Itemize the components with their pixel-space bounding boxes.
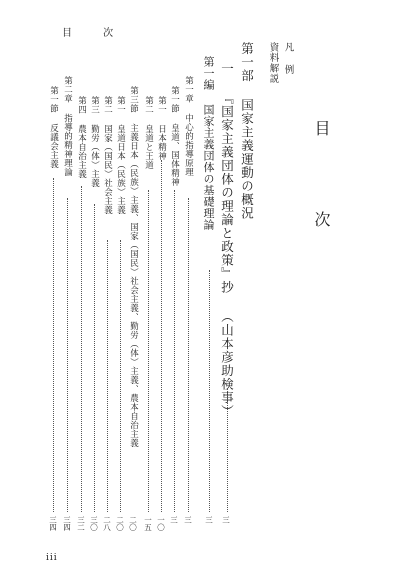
leader-dots (67, 198, 68, 512)
toc-entry: 第二 皇道と王道 (143, 96, 154, 170)
toc-document: 一 『国家主義団体の理論と政策』抄 （山本彦助検事） (219, 62, 235, 418)
page-number: 二〇 (115, 516, 125, 531)
page-number: 一〇 (156, 516, 166, 531)
toc-entry: 第一 日本精神 (156, 96, 167, 161)
toc-entry: 第一 皇道日本（民族）主義 (115, 96, 126, 215)
toc-entry: 第一節 皇道、国体精神 (169, 86, 180, 187)
toc-entry: 第三 勤労（体）主義 (89, 96, 100, 188)
leader-dots (174, 190, 175, 512)
page-number: 三〇 (89, 516, 99, 531)
page-number: 三四 (62, 516, 72, 531)
page-number: 三二 (76, 516, 86, 531)
page-number: 二〇 (128, 516, 138, 531)
toc-entry: 第一節 反議会主義 (48, 86, 59, 169)
front-matter-item: 凡 例 (282, 42, 294, 75)
page-number: 三 (204, 516, 214, 524)
leader-dots (161, 160, 162, 512)
leader-dots (53, 178, 54, 512)
leader-dots (209, 270, 210, 512)
page-number: 三 (221, 516, 231, 524)
page-number: 三 (183, 516, 193, 524)
toc-entry: 第一章 中心的指導原理 (183, 76, 194, 177)
toc-entry: 第四 農本自治主義 (76, 96, 87, 179)
leader-dots (148, 190, 149, 512)
toc-entry: 第二章 指導的精神理論 (62, 76, 73, 177)
leader-dots (188, 198, 189, 512)
front-matter-item: 資料解説 (267, 42, 279, 84)
toc-entry: 第二 国家（国民）社会主義 (102, 96, 113, 215)
leader-dots (94, 204, 95, 512)
part-heading: 第一部 国家主義運動の概況 (239, 42, 255, 220)
toc-section: 第一編 国家主義団体の基礎理論 (202, 56, 215, 231)
folio: iii (46, 553, 58, 563)
leader-dots (227, 388, 228, 512)
leader-dots (81, 186, 82, 512)
page-number: 三四 (48, 516, 58, 531)
toc-entry: 第三節 主義日本（民族）主義、国家（国民）社会主義、勤労（体）主義、農本自治主義 (128, 86, 139, 448)
leader-dots (120, 240, 121, 512)
running-head: 目 次 (62, 28, 128, 39)
page-title: 目 次 (312, 120, 331, 255)
leader-dots (107, 240, 108, 512)
page-number: 二八 (102, 516, 112, 531)
page-number: 一五 (143, 516, 153, 531)
page-number: 三 (169, 516, 179, 524)
